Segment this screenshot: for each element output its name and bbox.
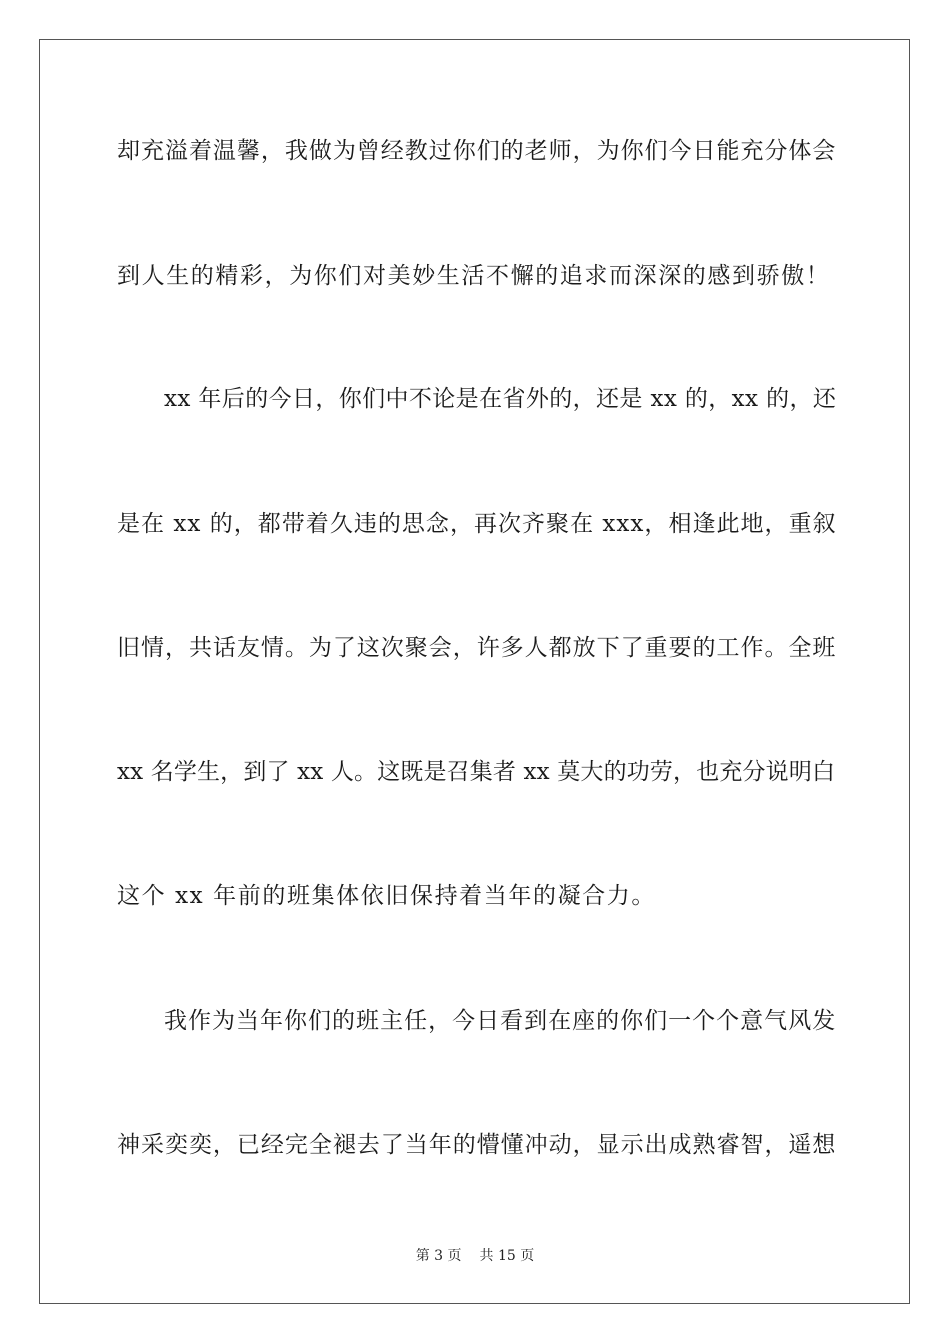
paragraph-start-line: xx 年后的今日，你们中不论是在省外的，还是 xx 的，xx 的，还	[164, 386, 837, 412]
text-line: 神采奕奕，已经完全褪去了当年的懵懂冲动，显示出成熟睿智，遥想	[117, 1132, 837, 1158]
text-line: 却充溢着温馨，我做为曾经教过你们的老师，为你们今日能充分体会	[117, 138, 837, 164]
paragraph-start-line: 我作为当年你们的班主任，今日看到在座的你们一个个意气风发	[164, 1008, 837, 1034]
text-line: xx 名学生，到了 xx 人。这既是召集者 xx 莫大的功劳，也充分说明白	[117, 759, 836, 785]
page-footer	[0, 1246, 950, 1266]
page-number: 第 3 页	[415, 1248, 462, 1264]
text-line: 旧情，共话友情。为了这次聚会，许多人都放下了重要的工作。全班	[117, 635, 837, 661]
text-line: 这个 xx 年前的班集体依旧保持着当年的凝合力。	[117, 883, 656, 909]
text-line: 到人生的精彩，为你们对美妙生活不懈的追求而深深的感到骄傲！	[117, 263, 831, 289]
total-pages: 共 15 页	[479, 1248, 535, 1264]
text-line: 是在 xx 的，都带着久违的思念，再次齐聚在 xxx，相逢此地，重叙	[117, 511, 837, 537]
page-border	[39, 39, 910, 1304]
